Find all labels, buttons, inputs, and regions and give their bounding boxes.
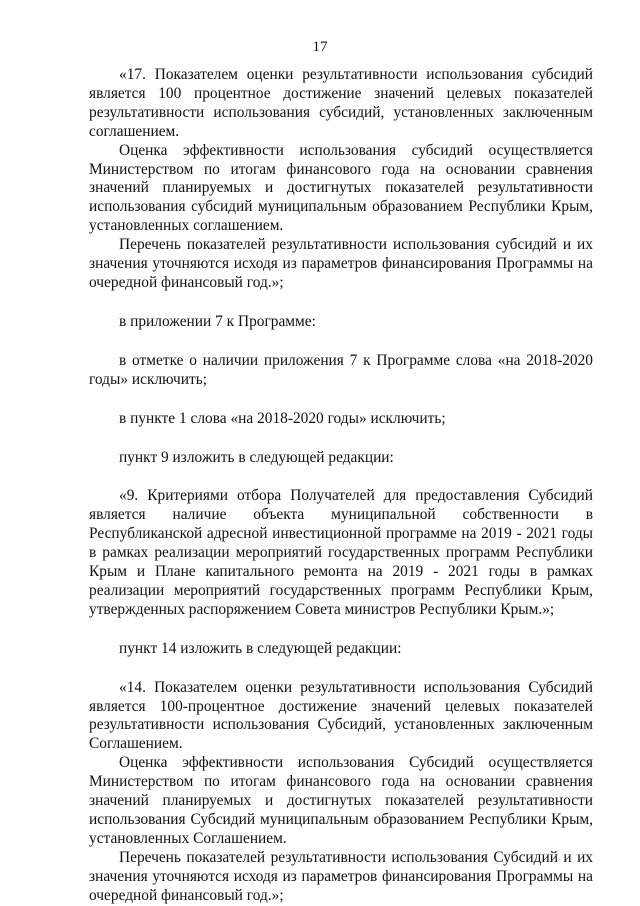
paragraph-17-evaluation: Оценка эффективности использования субсидий осуществляется Министерством по итогам финансового года на основании сравнения значений планируемых и достигнутых показателей результативности использования субсидий муниципальным образованием Республики Крым, установленных соглашением. [89,141,593,235]
paragraph-item-9-intro: пункт 9 изложить в следующей редакции: [119,448,394,466]
document-body [89,66,593,906]
paragraph-14-evaluation: Оценка эффективности использования Субсидий осуществляется Министерством по итогам финансового года на основании сравнения значений планируемых и достигнутых показателей результативности использования Субсидий муниципальным образованием Республики Крым, установленных Соглашением. [89,754,593,847]
paragraph-item-9-text: «9. Критериями отбора Получателей для предоставления Субсидий является наличие объекта муниципальной собственности в Республиканской адресной инвестиционной программе на 2019 - 2021 годы в рамках реализации мероприятий государственных программ Республики Крым и Плане капитального ремонта на 2019 - 2021 годы в рамках реализации мероприятий государственных программ Республики Крым, утвержденных распоряжением Совета министров Республики Крым.»; [89,487,593,618]
paragraph-appendix-7: в приложении 7 к Программе: [119,312,316,330]
paragraph-item-14-intro: пункт 14 изложить в следующей редакции: [119,639,402,657]
spacer [89,467,593,487]
spacer [89,293,593,313]
paragraph-appendix-mark: в отметке о наличии приложения 7 к Программе слова «на 2018-2020 годы» исключить; [89,351,593,388]
spacer [89,659,593,679]
spacer [89,620,593,640]
page-number: 17 [312,39,328,55]
spacer [89,332,593,352]
paragraph-14-indicator: «14. Показателем оценки результативности использования Субсидий является 100-процентное достижение значений целевых показателей результативности использования Субсидий, установленных заключенным Соглашением. [89,678,593,753]
paragraph-17-indicator: «17. Показателем оценки результативности использования субсидий является 100 процентное достижение значений целевых показателей результативности использования субсидий, установленных заключенным соглашением. [89,66,593,140]
paragraph-17-list: Перечень показателей результативности использования субсидий и их значения уточняются исходя из параметров финансирования Программы на очередной финансовый год.»; [89,236,593,291]
paragraph-14-list: Перечень показателей результативности использования Субсидий и их значения уточняются исходя из параметров финансирования Программы на очередной финансовый год.»; [89,848,593,904]
spacer [89,390,593,410]
spacer [89,429,593,449]
paragraph-item-1: в пункте 1 слова «на 2018-2020 годы» исключить; [119,409,446,427]
